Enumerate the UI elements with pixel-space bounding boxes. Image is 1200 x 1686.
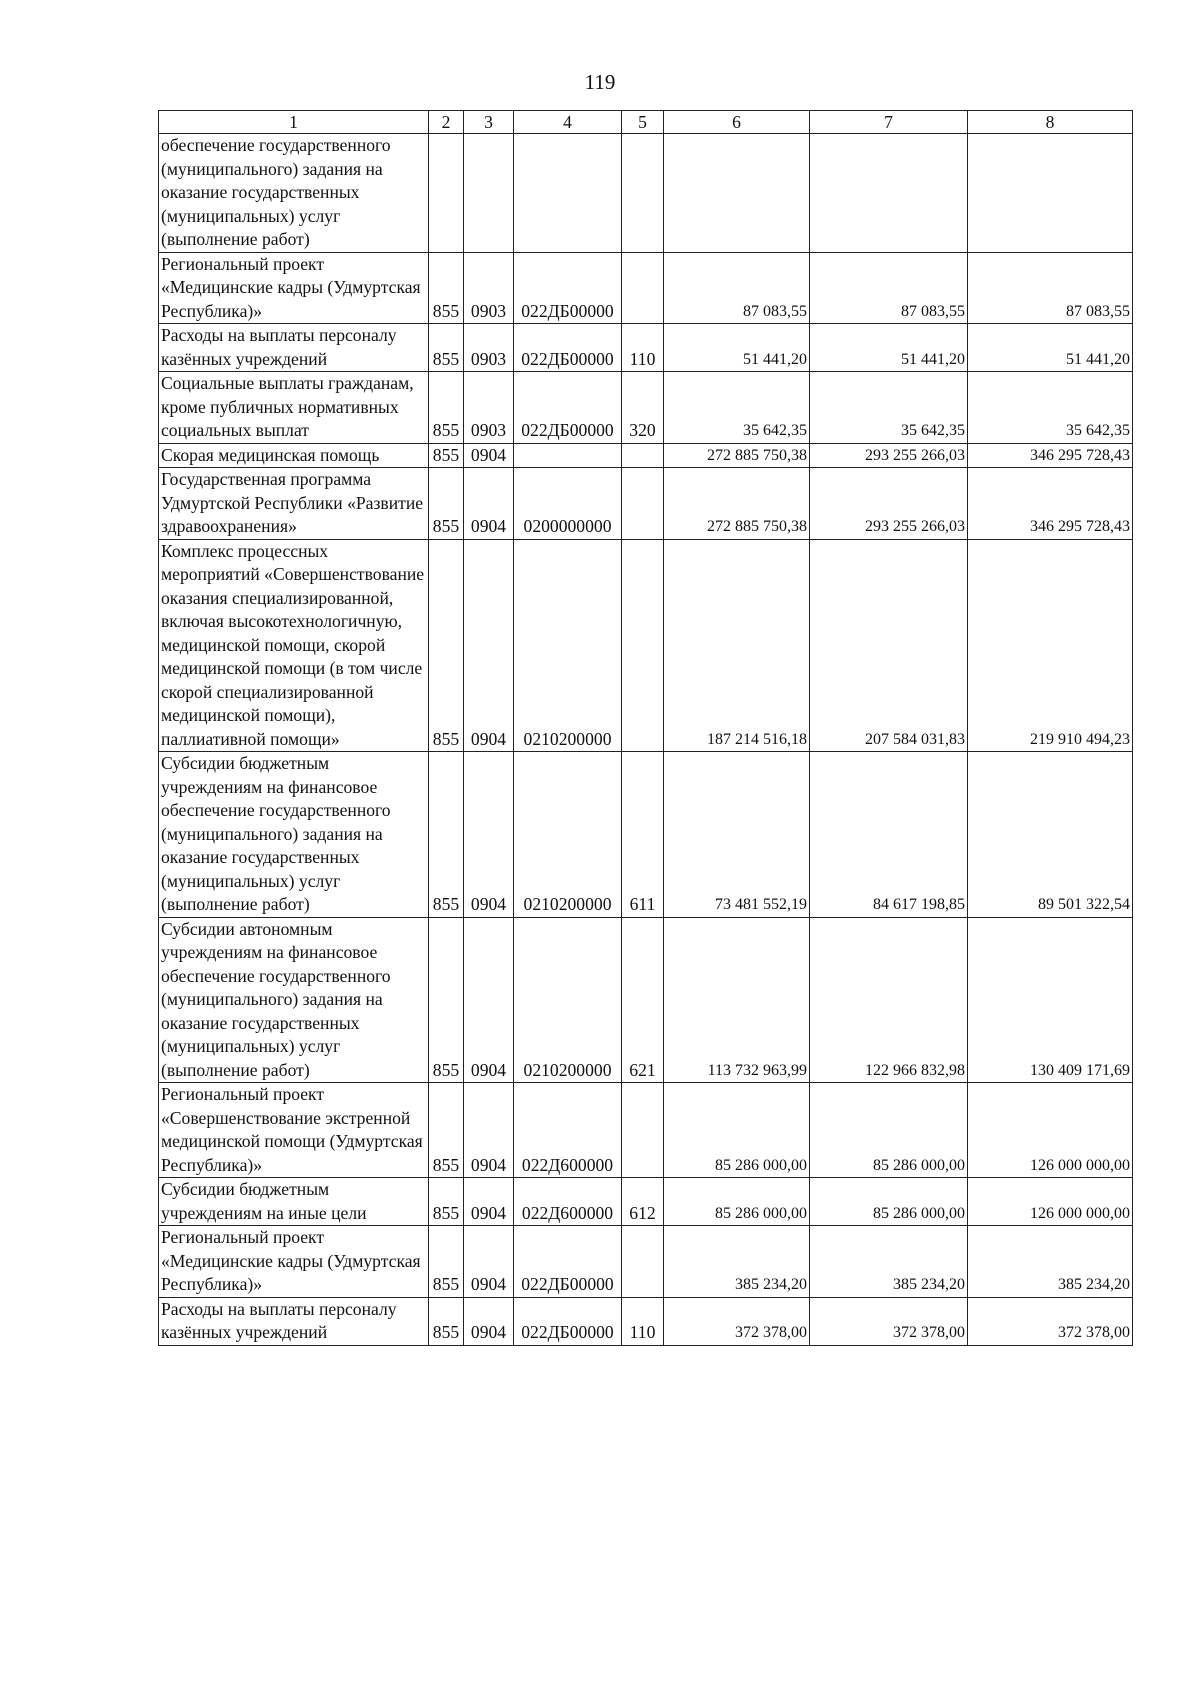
amount-col-7: 85 286 000,00 — [810, 1178, 968, 1226]
ministry-code: 855 — [429, 1178, 464, 1226]
amount-col-6 — [664, 134, 810, 253]
row-name: Социальные выплаты гражданам, кроме публичных нормативных социальных выплат — [159, 372, 429, 444]
amount-col-6: 51 441,20 — [664, 324, 810, 372]
header-col-2: 2 — [429, 111, 464, 134]
table-row — [159, 468, 1133, 540]
ministry-code — [429, 134, 464, 253]
expense-type: 110 — [622, 1297, 664, 1345]
amount-col-8: 87 083,55 — [968, 252, 1133, 324]
ministry-code: 855 — [429, 468, 464, 540]
target-code: 022Д600000 — [514, 1178, 622, 1226]
target-code: 022Д600000 — [514, 1083, 622, 1178]
header-col-3: 3 — [464, 111, 514, 134]
header-row — [159, 111, 1133, 134]
ministry-code: 855 — [429, 752, 464, 918]
amount-col-8 — [968, 134, 1133, 253]
ministry-code: 855 — [429, 917, 464, 1083]
expense-type — [622, 1226, 664, 1298]
header-col-5: 5 — [622, 111, 664, 134]
amount-col-6: 113 732 963,99 — [664, 917, 810, 1083]
amount-col-7: 85 286 000,00 — [810, 1083, 968, 1178]
amount-col-6: 187 214 516,18 — [664, 539, 810, 752]
header-col-7: 7 — [810, 111, 968, 134]
amount-col-7 — [810, 134, 968, 253]
amount-col-7: 122 966 832,98 — [810, 917, 968, 1083]
amount-col-8: 126 000 000,00 — [968, 1083, 1133, 1178]
amount-col-7: 51 441,20 — [810, 324, 968, 372]
amount-col-8: 346 295 728,43 — [968, 468, 1133, 540]
ministry-code: 855 — [429, 372, 464, 444]
section-code: 0904 — [464, 1226, 514, 1298]
section-code: 0904 — [464, 539, 514, 752]
table-row — [159, 1226, 1133, 1298]
table-row — [159, 752, 1133, 918]
amount-col-6: 272 885 750,38 — [664, 468, 810, 540]
table-row — [159, 372, 1133, 444]
target-code: 0210200000 — [514, 752, 622, 918]
target-code: 0200000000 — [514, 468, 622, 540]
amount-col-8: 372 378,00 — [968, 1297, 1133, 1345]
section-code: 0904 — [464, 1083, 514, 1178]
ministry-code: 855 — [429, 443, 464, 468]
section-code: 0904 — [464, 1178, 514, 1226]
row-name: Субсидии автономным учреждениям на финансовое обеспечение государственного (муниципального) задания на оказание государственных (муниципальных) услуг (выполнение работ) — [159, 917, 429, 1083]
target-code: 022ДБ00000 — [514, 1226, 622, 1298]
expense-type — [622, 443, 664, 468]
row-name: Скорая медицинская помощь — [159, 443, 429, 468]
ministry-code: 855 — [429, 1083, 464, 1178]
amount-col-6: 73 481 552,19 — [664, 752, 810, 918]
expense-type — [622, 539, 664, 752]
row-name: Субсидии бюджетным учреждениям на финансовое обеспечение государственного (муниципального) задания на оказание государственных (муниципальных) услуг (выполнение работ) — [159, 752, 429, 918]
amount-col-6: 85 286 000,00 — [664, 1178, 810, 1226]
amount-col-6: 385 234,20 — [664, 1226, 810, 1298]
amount-col-7: 84 617 198,85 — [810, 752, 968, 918]
amount-col-8: 126 000 000,00 — [968, 1178, 1133, 1226]
row-name: Региональный проект «Медицинские кадры (Удмуртская Республика)» — [159, 252, 429, 324]
table-row — [159, 1178, 1133, 1226]
expense-type — [622, 468, 664, 540]
section-code: 0904 — [464, 1297, 514, 1345]
table-row — [159, 324, 1133, 372]
amount-col-7: 385 234,20 — [810, 1226, 968, 1298]
amount-col-8: 346 295 728,43 — [968, 443, 1133, 468]
expense-type: 611 — [622, 752, 664, 918]
expense-type: 320 — [622, 372, 664, 444]
row-name: Региональный проект «Совершенствование экстренной медицинской помощи (Удмуртская Республика)» — [159, 1083, 429, 1178]
expense-type: 621 — [622, 917, 664, 1083]
target-code — [514, 443, 622, 468]
target-code: 022ДБ00000 — [514, 324, 622, 372]
section-code: 0903 — [464, 372, 514, 444]
section-code: 0904 — [464, 752, 514, 918]
target-code: 022ДБ00000 — [514, 372, 622, 444]
table-row — [159, 1297, 1133, 1345]
section-code: 0904 — [464, 443, 514, 468]
page-number: 119 — [584, 70, 616, 94]
amount-col-6: 372 378,00 — [664, 1297, 810, 1345]
ministry-code: 855 — [429, 1226, 464, 1298]
expense-type — [622, 134, 664, 253]
row-name: Государственная программа Удмуртской Республики «Развитие здравоохранения» — [159, 468, 429, 540]
section-code: 0903 — [464, 324, 514, 372]
expense-type: 612 — [622, 1178, 664, 1226]
amount-col-8: 89 501 322,54 — [968, 752, 1133, 918]
target-code — [514, 134, 622, 253]
budget-table — [158, 110, 1133, 1346]
header-col-4: 4 — [514, 111, 622, 134]
expense-type: 110 — [622, 324, 664, 372]
table-row — [159, 252, 1133, 324]
target-code: 0210200000 — [514, 539, 622, 752]
row-name: Расходы на выплаты персоналу казённых учреждений — [159, 324, 429, 372]
amount-col-7: 87 083,55 — [810, 252, 968, 324]
amount-col-8: 35 642,35 — [968, 372, 1133, 444]
amount-col-7: 207 584 031,83 — [810, 539, 968, 752]
amount-col-8: 130 409 171,69 — [968, 917, 1133, 1083]
table-row — [159, 1083, 1133, 1178]
row-name: Комплекс процессных мероприятий «Совершенствование оказания специализированной, включая высокотехнологичную, медицинской помощи, скорой медицинской помощи (в том числе скорой специализированной медицинской помощи), паллиативной помощи» — [159, 539, 429, 752]
row-name: Расходы на выплаты персоналу казённых учреждений — [159, 1297, 429, 1345]
table-row — [159, 134, 1133, 253]
amount-col-7: 293 255 266,03 — [810, 468, 968, 540]
amount-col-8: 51 441,20 — [968, 324, 1133, 372]
row-name: Региональный проект «Медицинские кадры (Удмуртская Республика)» — [159, 1226, 429, 1298]
ministry-code: 855 — [429, 1297, 464, 1345]
table-row — [159, 539, 1133, 752]
header-col-8: 8 — [968, 111, 1133, 134]
ministry-code: 855 — [429, 324, 464, 372]
table-row — [159, 917, 1133, 1083]
header-col-6: 6 — [664, 111, 810, 134]
ministry-code: 855 — [429, 539, 464, 752]
amount-col-8: 219 910 494,23 — [968, 539, 1133, 752]
amount-col-6: 272 885 750,38 — [664, 443, 810, 468]
amount-col-7: 372 378,00 — [810, 1297, 968, 1345]
table-row — [159, 443, 1133, 468]
section-code: 0903 — [464, 252, 514, 324]
amount-col-7: 35 642,35 — [810, 372, 968, 444]
section-code: 0904 — [464, 468, 514, 540]
target-code: 022ДБ00000 — [514, 252, 622, 324]
section-code — [464, 134, 514, 253]
expense-type — [622, 252, 664, 324]
amount-col-7: 293 255 266,03 — [810, 443, 968, 468]
row-name: Субсидии бюджетным учреждениям на иные цели — [159, 1178, 429, 1226]
amount-col-8: 385 234,20 — [968, 1226, 1133, 1298]
amount-col-6: 35 642,35 — [664, 372, 810, 444]
header-col-1: 1 — [159, 111, 429, 134]
target-code: 0210200000 — [514, 917, 622, 1083]
ministry-code: 855 — [429, 252, 464, 324]
amount-col-6: 85 286 000,00 — [664, 1083, 810, 1178]
row-name: обеспечение государственного (муниципального) задания на оказание государственных (муниципальных) услуг (выполнение работ) — [159, 134, 429, 253]
expense-type — [622, 1083, 664, 1178]
target-code: 022ДБ00000 — [514, 1297, 622, 1345]
amount-col-6: 87 083,55 — [664, 252, 810, 324]
section-code: 0904 — [464, 917, 514, 1083]
